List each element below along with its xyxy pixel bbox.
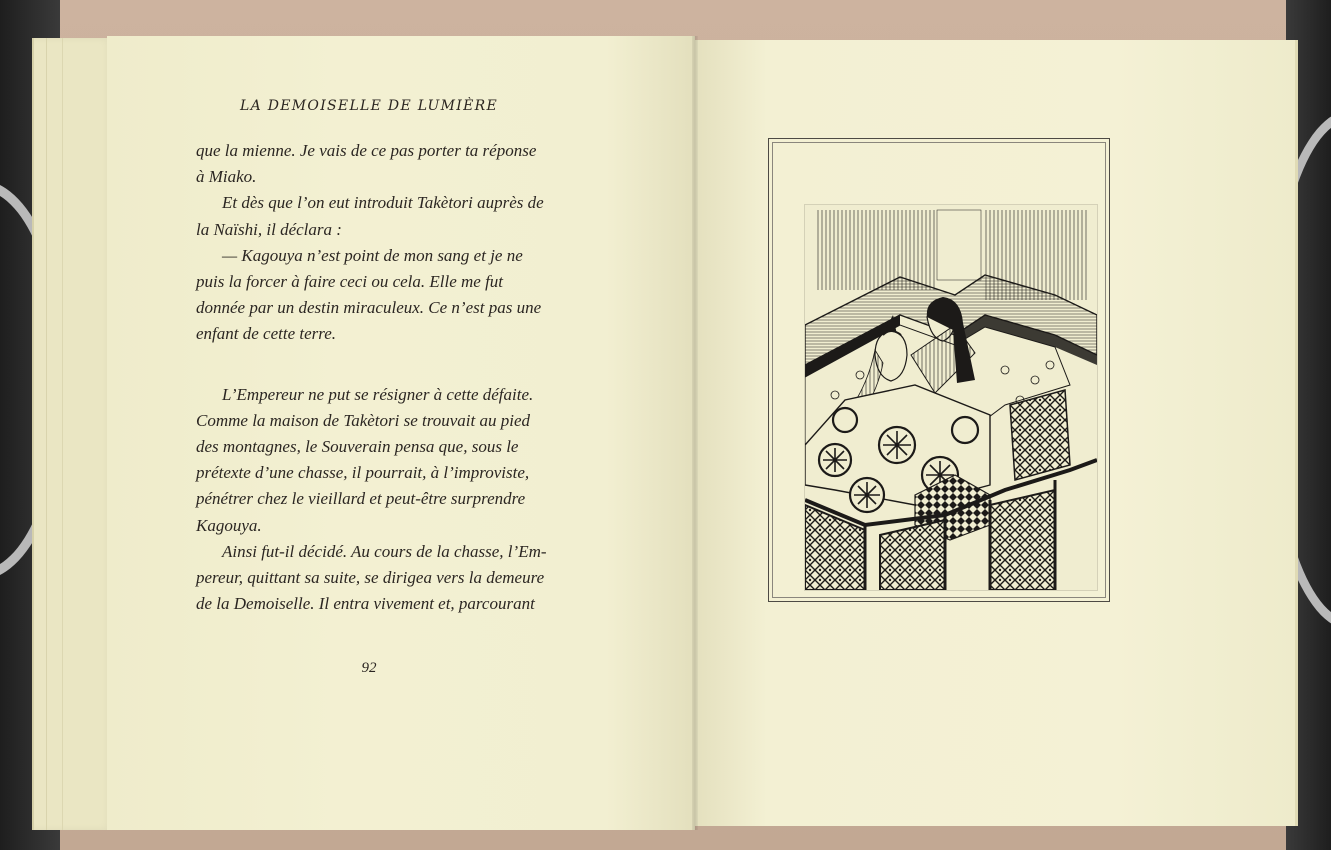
screen-panel-left <box>805 505 865 590</box>
text-line: à Miako. <box>196 167 257 187</box>
text-line: prétexte d’une chasse, il pourrait, à l’improviste, <box>196 463 530 483</box>
text-line: — Kagouya n’est point de mon sang et je ne <box>222 245 523 265</box>
book-gutter <box>692 36 698 830</box>
text-line: Et dès que l’on eut introduit Takètori auprès de <box>222 193 544 213</box>
text-line: puis la forcer à faire ceci ou cela. Elle me fut <box>196 272 504 292</box>
text-line: Comme la maison de Takètori se trouvait au pied <box>196 410 530 430</box>
text-line: que la mienne. Je vais de ce pas porter ta réponse <box>196 141 537 160</box>
text-line: de la Demoiselle. Il entra vivement et, parcourant <box>196 594 535 614</box>
text-line: pénétrer chez le vieillard et peut-être surprendre <box>196 489 526 509</box>
running-head: LA DEMOISELLE DE LUMIÈRE <box>240 98 498 114</box>
hatched-wall-left <box>815 210 935 290</box>
text-line: L’Empereur ne put se résigner à cette défaite. <box>222 384 534 404</box>
text-line: enfant de cette terre. <box>196 324 337 344</box>
page-edges <box>32 38 114 830</box>
page-number: 92 <box>361 660 377 676</box>
text-line: Ainsi fut-il décidé. Au cours de la chasse, l’Em- <box>222 541 547 561</box>
text-line: des montagnes, le Souverain pensa que, sous le <box>196 437 519 457</box>
body-text <box>196 138 574 617</box>
text-line: pereur, quittant sa suite, se dirigea vers la demeure <box>196 568 545 588</box>
screen-panel-right <box>990 490 1055 590</box>
engraving-illustration <box>805 205 1097 590</box>
text-line: la Naïshi, il déclara : <box>196 219 342 239</box>
screen-panel-center <box>880 520 945 590</box>
text-line: Kagouya. <box>196 515 262 535</box>
text-line: donnée par un destin miraculeux. Ce n’est pas une <box>196 298 542 318</box>
